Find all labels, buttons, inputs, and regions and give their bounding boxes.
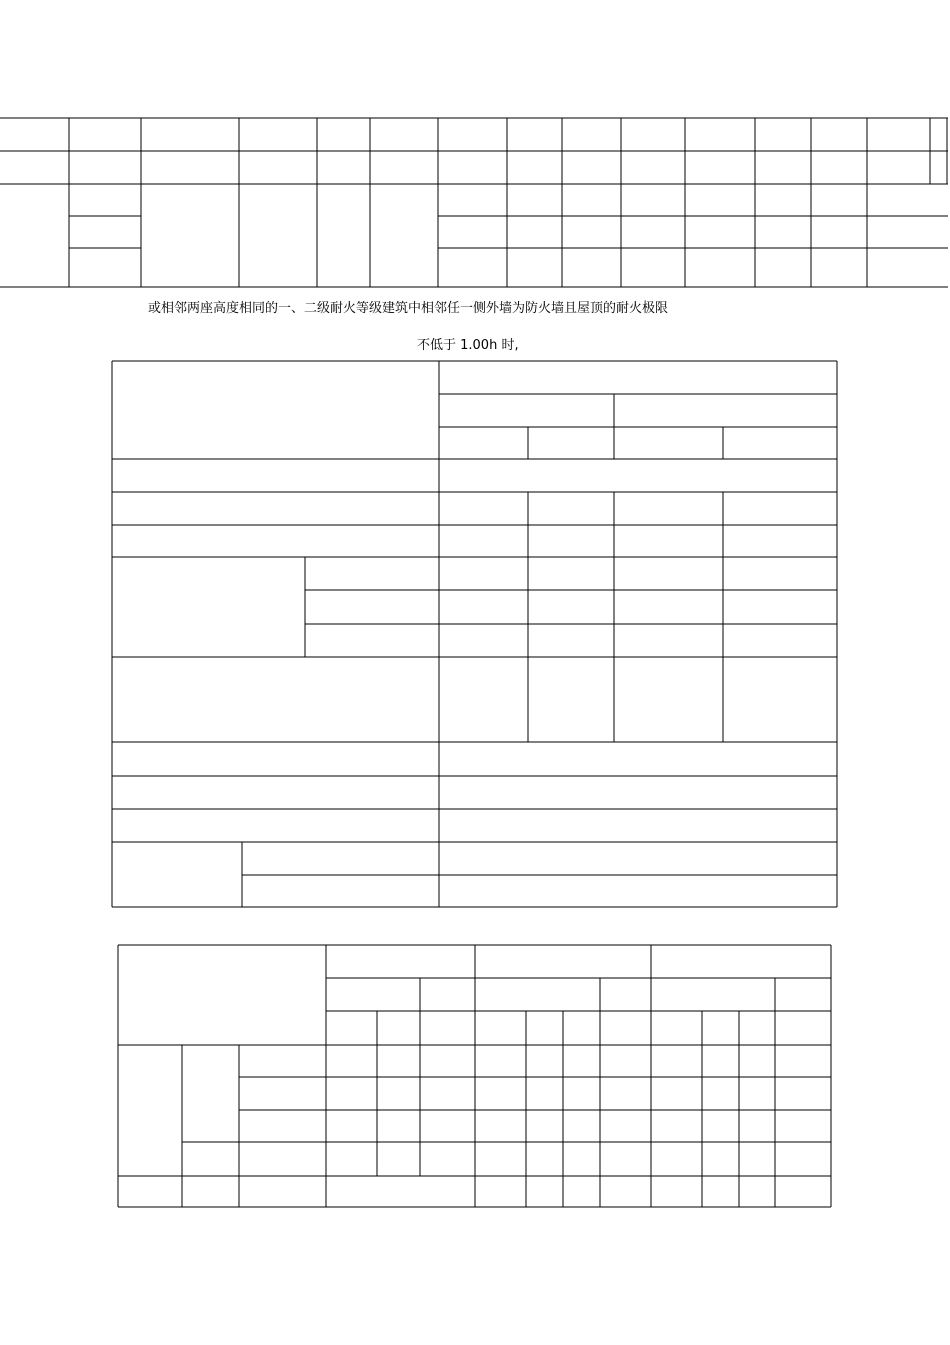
body-text-line: 不低于 1.00h 时, <box>417 338 519 353</box>
body-text-line: 或相邻两座高度相同的一、二级耐火等级建筑中相邻任一侧外墙为防火墙且屋顶的耐火极限 <box>148 301 669 316</box>
